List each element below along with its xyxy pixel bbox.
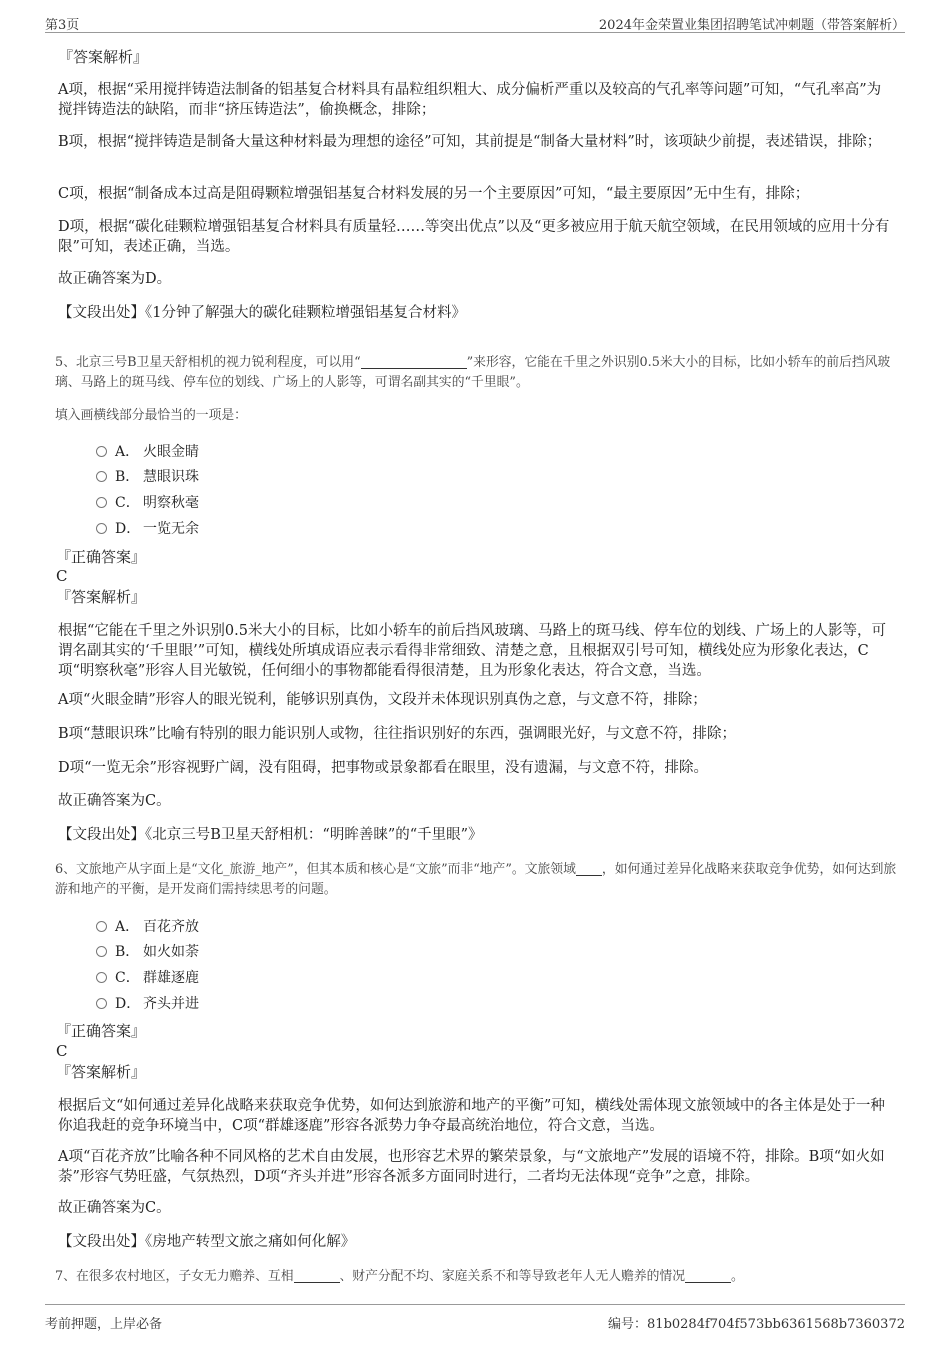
option-d[interactable]: D． 齐头并进 (96, 994, 199, 1014)
analysis-paragraph: 根据“它能在千里之外识别0.5米大小的目标，比如小轿车的前后挡风玻璃、马路上的斑马线、停车位的划线、广场上的人影等，可谓名副其实的‘千里眼’”可知，横线处所填成语应表示看得非常细致、清楚之意，且根据双引号可知，横线处应为形象化表达，C项“明察秋毫”形容人目光敏锐，任何细小的事物都能看得很清楚，且为形象化表达，符合文意，当选。 (58, 623, 886, 679)
conclusion: 故正确答案为C。 (58, 793, 171, 809)
analysis-paragraph: D项“一览无余”形容视野广阔，没有阻碍，把事物或景象都看在眼里，没有遗漏，与文意不符，排除。 (58, 760, 708, 776)
fill-blank (576, 861, 602, 876)
radio-icon[interactable] (96, 523, 107, 534)
fill-blank (361, 354, 467, 369)
option-a[interactable]: A． 火眼金睛 (96, 442, 199, 462)
analysis-paragraph: B项，根据“搅拌铸造是制备大量这种材料最为理想的途径”可知，其前提是“制备大量材料”时，该项缺少前提，表述错误，排除； (58, 134, 882, 150)
question-stem: 5、北京三号B卫星天舒相机的视力锐利程度，可以用“ ”来形容，它能在千里之外识别0.5米大小的目标，比如小轿车的前后挡风玻璃、马路上的斑马线、停车位的划线、广场上的人影等，可谓名副其实的“千里眼”。 (55, 355, 891, 390)
radio-icon[interactable] (96, 471, 107, 482)
analysis-paragraph: 根据后文“如何通过差异化战略来获取竞争优势，如何达到旅游和地产的平衡”可知，横线处需体现文旅领域中的各主体是处于一种你追我赶的竞争环境当中，C项“群雄逐鹿”形容各派势力争夺最高统治地位，符合文意，当选。 (58, 1098, 885, 1134)
analysis-paragraph: A项，根据“采用搅拌铸造法制备的铝基复合材料具有晶粒组织粗大、成分偏析严重以及较高的气孔率等问题”可知，“气孔率高”为搅拌铸造法的缺陷，而非“挤压铸造法”，偷换概念，排除； (58, 82, 882, 118)
correct-answer-label: 『正确答案』 (56, 548, 147, 566)
source-citation: 【文段出处】《房地产转型文旅之痛如何化解》 (58, 1234, 356, 1250)
option-b[interactable]: B． 如火如荼 (96, 942, 199, 962)
question-stem: 7、在很多农村地区，子女无力赡养、互相 、财产分配不均、家庭关系不和等导致老年人无人赡养的情况 。 (55, 1269, 744, 1284)
fill-blank (294, 1268, 340, 1283)
page-footer (45, 1304, 905, 1335)
question-prompt: 填入画横线部分最恰当的一项是： (55, 408, 247, 423)
source-citation: 【文段出处】《1分钟了解强大的碳化硅颗粒增强铝基复合材料》 (58, 305, 466, 321)
fill-blank (685, 1268, 731, 1283)
page-number: 第3页 (45, 18, 80, 33)
analysis-paragraph: B项“慧眼识珠”比喻有特别的眼力能识别人或物，往往指识别好的东西，强调眼光好，与文意不符，排除； (58, 726, 736, 742)
option-d[interactable]: D． 一览无余 (96, 519, 199, 539)
analysis-paragraph: D项，根据“碳化硅颗粒增强铝基复合材料具有质量轻……等突出优点”以及“更多被应用于航天航空领域，在民用领域的应用十分有限”可知，表述正确，当选。 (58, 219, 890, 255)
question-stem: 6、文旅地产从字面上是“文化_旅游_地产”，但其本质和核心是“文旅”而非“地产”。文旅领域 ，如何通过差异化战略来获取竞争优势，如何达到旅游和地产的平衡，是开发商们需持续思考的问题。 (55, 862, 897, 897)
document-title: 2024年金荣置业集团招聘笔试冲刺题（带答案解析） (598, 18, 905, 33)
radio-icon[interactable] (96, 497, 107, 508)
source-citation: 【文段出处】《北京三号B卫星天舒相机：“明眸善睐”的“千里眼”》 (58, 827, 483, 843)
analysis-label: 『答案解析』 (56, 1063, 147, 1081)
radio-icon[interactable] (96, 921, 107, 932)
correct-answer-label: 『正确答案』 (56, 1022, 147, 1040)
analysis-paragraph: A项“火眼金睛”形容人的眼光锐利，能够识别真伪，文段并未体现识别真伪之意，与文意不符，排除； (58, 692, 707, 708)
conclusion: 故正确答案为C。 (58, 1200, 171, 1216)
option-b[interactable]: B． 慧眼识珠 (96, 467, 199, 487)
correct-answer: C (56, 567, 68, 585)
analysis-paragraph: C项，根据“制备成本过高是阻碍颗粒增强铝基复合材料发展的另一个主要原因”可知，“最主要原因”无中生有，排除； (58, 186, 810, 202)
document-id: 编号：81b0284f704f573bb6361568b7360372 (608, 1317, 905, 1332)
radio-icon[interactable] (96, 446, 107, 457)
conclusion: 故正确答案为D。 (58, 271, 172, 287)
analysis-label: 『答案解析』 (56, 588, 147, 606)
option-a[interactable]: A． 百花齐放 (96, 917, 199, 937)
option-c[interactable]: C． 群雄逐鹿 (96, 968, 199, 988)
radio-icon[interactable] (96, 998, 107, 1009)
radio-icon[interactable] (96, 946, 107, 957)
correct-answer: C (56, 1042, 68, 1060)
analysis-paragraph: A项“百花齐放”比喻各种不同风格的艺术自由发展，也形容艺术界的繁荣景象，与“文旅地产”发展的语境不符，排除。B项“如火如荼”形容气势旺盛，气氛热烈，D项“齐头并进”形容各派多方面同时进行，二者均无法体现“竞争”之意，排除。 (58, 1149, 885, 1185)
option-c[interactable]: C． 明察秋毫 (96, 493, 199, 513)
footer-slogan: 考前押题，上岸必备 (45, 1317, 163, 1332)
radio-icon[interactable] (96, 972, 107, 983)
analysis-label: 『答案解析』 (58, 48, 149, 66)
page-header (45, 12, 905, 33)
